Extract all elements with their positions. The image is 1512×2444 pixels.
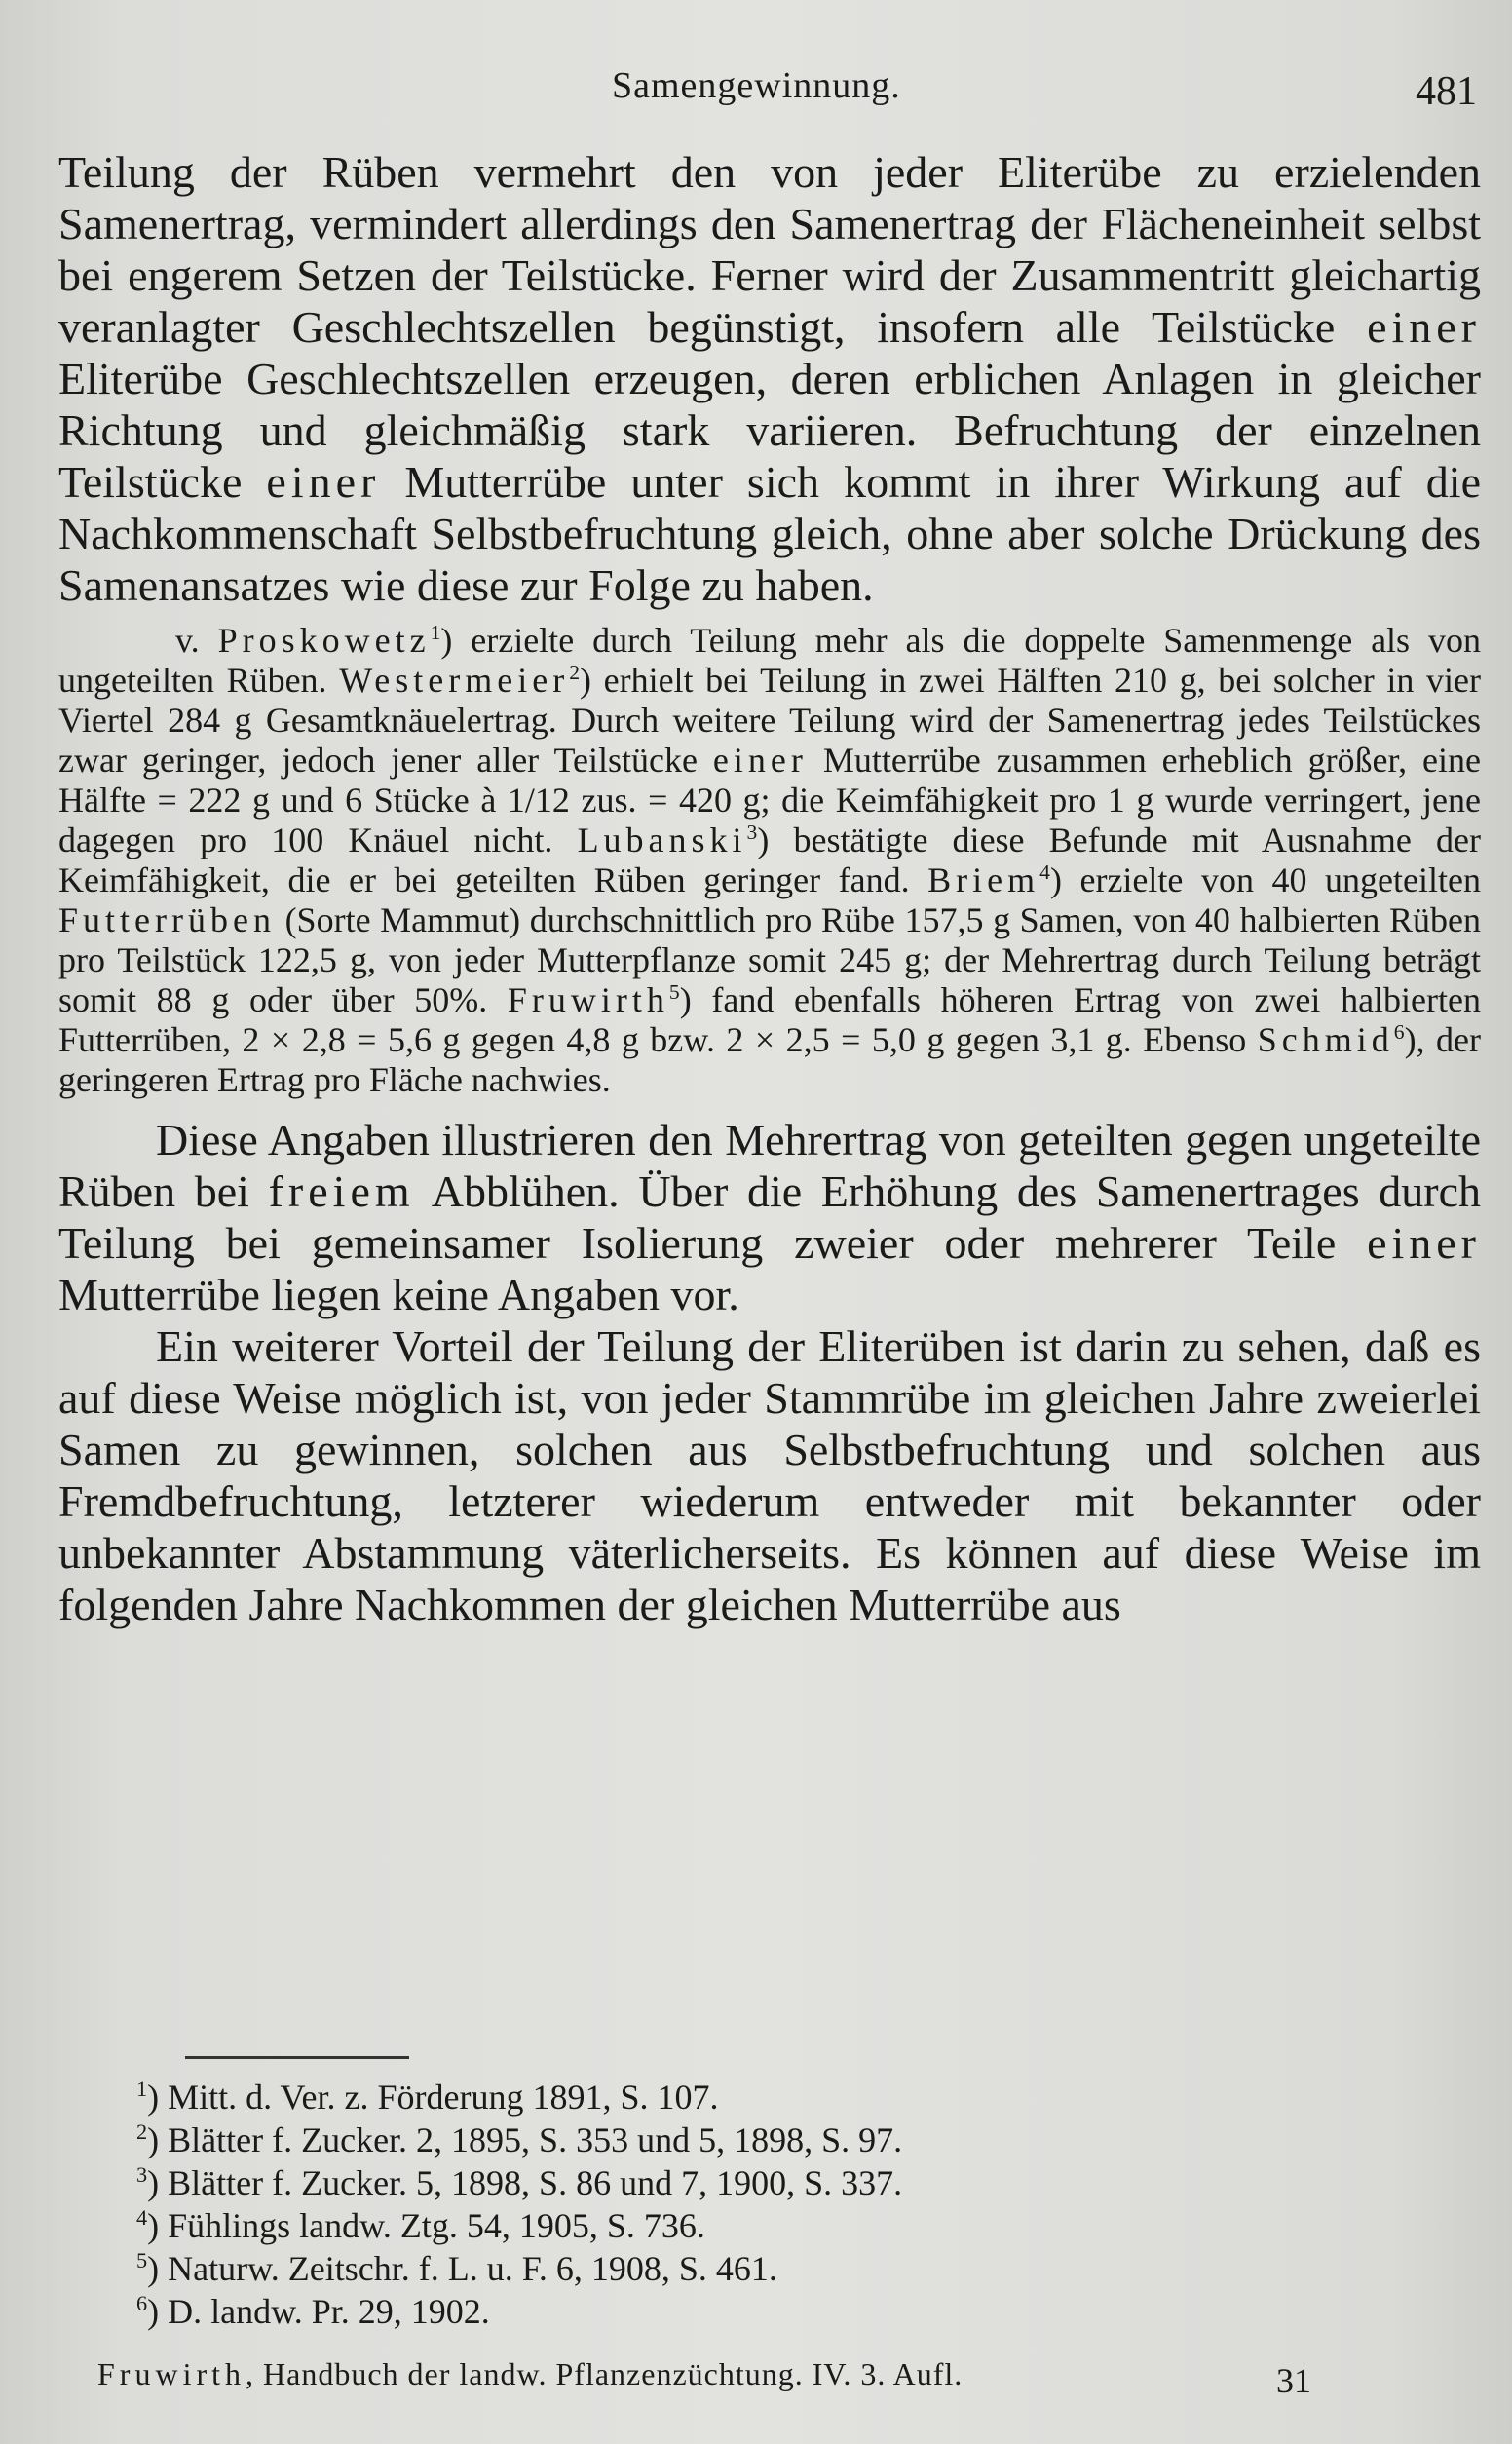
footnote-6: $^6$) D. landw. Pr. 29, 1902. bbox=[136, 2291, 490, 2331]
author-name: Westermeier bbox=[339, 661, 570, 700]
footnote-divider bbox=[185, 2056, 409, 2059]
paragraph-1: Teilung der Rüben vermehrt den von jeder Eliterübe zu erzielenden Samenertrag, vermindert allerdings den Samenertrag der Flächeneinheit selbst bei engerem Setzen der Teilstücke. Ferner wird der Zusammentritt gleichartig veranlagter Geschlechtszellen begünstigt, insofern alle Teilstücke einer Eliterübe Geschlechtszellen erzeugen, deren erblichen Anlagen in gleicher Richtung und gleichmäßig stark variieren. Befruchtung der einzelnen Teilstücke einer Mutterrübe unter sich kommt in ihrer Wirkung auf die Nachkommenschaft Selbstbefruchtung gleich, ohne aber solche Drückung des Samenansatzes wie diese zur Folge zu haben. bbox=[58, 147, 1481, 610]
footnote-ref: 2 bbox=[569, 661, 580, 684]
author-name: Proskowetz bbox=[217, 621, 431, 660]
sheet-signature: 31 bbox=[1276, 2361, 1311, 2400]
footnote-ref: 4 bbox=[1040, 860, 1050, 884]
footnote-2: $^2$) Blätter f. Zucker. 2, 1895, S. 353 und 5, 1898, S. 97. bbox=[136, 2119, 903, 2159]
paragraph-3: Diese Angaben illustrieren den Mehrertrag von geteilten gegen ungeteilte Rüben bei freiem Abblühen. Über die Erhöhung des Samenertrages durch Teilung bei gemeinsamer Isolierung zweier oder mehrerer Teile einer Mutterrübe liegen keine Angaben vor. bbox=[58, 1115, 1481, 1319]
footnote-4: $^4$) Fühlings landw. Ztg. 54, 1905, S. 736. bbox=[136, 2205, 705, 2245]
author-name: Lubanski bbox=[577, 821, 747, 859]
page-footer bbox=[97, 2356, 1364, 2405]
author-name: Briem bbox=[927, 860, 1040, 899]
footnote-1: $^1$) Mitt. d. Ver. z. Förderung 1891, S. 107. bbox=[136, 2077, 719, 2117]
fraction: 1/12 bbox=[507, 781, 570, 820]
footer-author: Fruwirth bbox=[97, 2356, 246, 2391]
page-number: 481 bbox=[1416, 69, 1477, 114]
emphasis-spaced: freiem bbox=[268, 1166, 415, 1216]
emphasis-spaced: einer bbox=[266, 457, 381, 507]
emphasis-spaced: Futterrüben bbox=[58, 900, 276, 939]
author-name: Schmid bbox=[1257, 1020, 1394, 1059]
emphasis-spaced: einer bbox=[1367, 302, 1481, 352]
author-name: Fruwirth bbox=[507, 980, 669, 1019]
footnote-ref: 3 bbox=[746, 821, 758, 844]
footnote-ref: 5 bbox=[668, 980, 680, 1004]
footer-title: , Handbuch der landw. Pflanzenzüchtung. IV. 3. Aufl. bbox=[246, 2356, 964, 2391]
emphasis-spaced: einer bbox=[712, 741, 808, 780]
main-text bbox=[58, 146, 1481, 1630]
footnote-ref: 1 bbox=[430, 621, 441, 644]
emphasis-spaced: einer bbox=[1367, 1218, 1481, 1268]
footnotes bbox=[136, 2076, 1305, 2333]
paragraph-4: Ein weiterer Vorteil der Teilung der Eliterüben ist darin zu sehen, daß es auf diese Weise möglich ist, von jeder Stammrübe im gleichen Jahre zweierlei Samen zu gewinnen, solchen aus Selbstbefruchtung und solchen aus Fremdbefruchtung, letzterer wiederum entweder mit bekannter oder unbekannter Abstammung väterlicherseits. Es können auf diese Weise im folgenden Jahre Nachkommen der gleichen Mutterrübe aus bbox=[58, 1321, 1481, 1629]
footnote-ref: 6 bbox=[1393, 1020, 1405, 1044]
footnote-3: $^3$) Blätter f. Zucker. 5, 1898, S. 86 und 7, 1900, S. 337. bbox=[136, 2162, 903, 2202]
page-header bbox=[0, 57, 1512, 115]
footnote-5: $^5$) Naturw. Zeitschr. f. L. u. F. 6, 1908, S. 461. bbox=[136, 2248, 777, 2288]
book-citation bbox=[97, 2356, 963, 2392]
paragraph-2-small-print: v. Proskowetz$^1$) erzielte durch Teilung mehr als die doppelte Samenmenge als von ungeteilten Rüben. Westermeier$^2$) erhielt bei Teilung in zwei Hälften 210 g, bei solcher in vier Viertel 284 g Gesamtknäuelertrag. Durch weitere Teilung wird der Samenertrag jedes Teilstückes zwar geringer, jedoch jener aller Teilstücke einer Mutterrübe zusammen erheblich größer, eine Hälfte = 222 g und 6 Stücke à 1/12 zus. = 420 g; die Keimfähigkeit pro 1 g wurde verringert, jene dagegen pro 100 Knäuel nicht. Lubanski$^3$) bestätigte diese Befunde mit Ausnahme der Keimfähigkeit, die er bei geteilten Rüben geringer fand. Briem$^4$) erzielte von 40 ungeteilten Futterrüben (Sorte Mammut) durchschnittlich pro Rübe 157,5 g Samen, von 40 halbierten Rüben pro Teilstück 122,5 g, von jeder Mutterpflanze somit 245 g; der Mehrertrag durch Teilung beträgt somit 88 g oder über 50%. Fruwirth$^5$) fand ebenfalls höheren Ertrag von zwei halbierten Futterrüben, 2 × 2,8 = 5,6 g gegen 4,8 g bzw. 2 × 2,5 = 5,0 g gegen 3,1 g. Ebenso Schmid$^6$), der geringeren Ertrag pro Fläche nachwies. bbox=[58, 621, 1482, 1099]
running-title: Samengewinnung. bbox=[612, 65, 901, 106]
